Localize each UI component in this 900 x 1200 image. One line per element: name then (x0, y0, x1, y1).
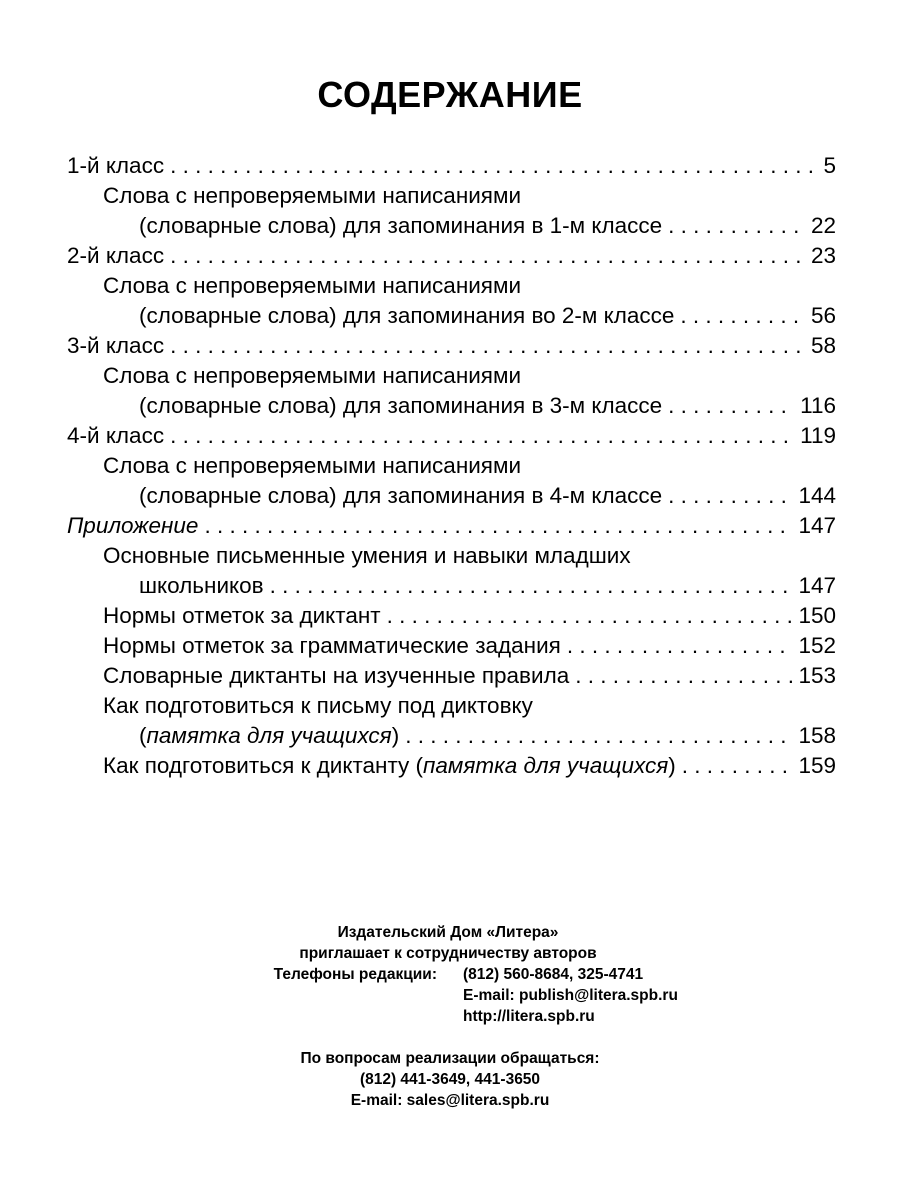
toc-title-part: школьников (139, 573, 264, 598)
toc-entry-title (139, 481, 662, 511)
dot-leader (668, 211, 805, 241)
toc-page-number: 58 (810, 333, 836, 358)
toc-title-part: (словарные слова) для запоминания во 2-м классе (139, 303, 675, 328)
dot-leader (170, 421, 794, 451)
toc-title-part: (словарные слова) для запоминания в 3-м классе (139, 393, 663, 418)
dot-leader (204, 511, 792, 541)
toc-title-part: (словарные слова) для запоминания в 1-м классе (139, 213, 663, 238)
toc-entry (67, 661, 836, 691)
toc-line (67, 721, 836, 751)
dot-leader (405, 721, 792, 751)
toc-page-number: 147 (798, 513, 836, 538)
toc-entry (67, 631, 836, 661)
toc-title-part: Слова с непроверяемыми написаниями (103, 453, 522, 478)
toc-entry (67, 181, 836, 241)
toc-entry-title (103, 601, 381, 631)
toc-title-part: 2-й класс (67, 243, 165, 268)
toc-line (67, 541, 836, 571)
toc-title-part: 4-й класс (67, 423, 165, 448)
toc-entry-title (139, 721, 399, 751)
sales-email: E-mail: sales@litera.spb.ru (350, 1092, 550, 1109)
toc-title-part: Как подготовиться к письму под диктовку (103, 693, 533, 718)
toc-entry (67, 271, 836, 331)
toc-entry (67, 691, 836, 751)
toc-line (67, 661, 836, 691)
toc-entry-title (103, 181, 521, 211)
toc-title-part: ) (668, 753, 676, 778)
toc-line (67, 211, 836, 241)
toc-entry-title (103, 451, 521, 481)
toc-title-part: 1-й класс (67, 153, 165, 178)
dot-leader (680, 301, 805, 331)
toc-entry (67, 361, 836, 421)
toc-entry (67, 601, 836, 631)
toc-entry (67, 751, 836, 781)
phones-label: Телефоны редакции: (273, 966, 437, 983)
dot-leader (567, 631, 793, 661)
toc-page-number: 152 (798, 633, 836, 658)
toc-entry (67, 331, 836, 361)
toc-title-part: Приложение (67, 513, 199, 538)
dot-leader (682, 751, 793, 781)
toc-page-number: 153 (798, 663, 836, 688)
toc-title-part: Словарные диктанты на изученные правила (103, 663, 570, 688)
toc-entry (67, 451, 836, 511)
editorial-email: E-mail: publish@litera.spb.ru (463, 987, 678, 1004)
toc-title-part: ( (139, 723, 147, 748)
toc-page-number: 56 (810, 303, 836, 328)
toc-entry-title (67, 331, 164, 361)
toc-page-number: 150 (798, 603, 836, 628)
dot-leader (387, 601, 793, 631)
publisher-info (0, 922, 900, 1027)
dot-leader (668, 391, 794, 421)
toc-entry (67, 241, 836, 271)
toc-line (67, 571, 836, 601)
dot-leader (170, 331, 805, 361)
dot-leader (668, 481, 792, 511)
toc-entry-title (103, 631, 561, 661)
dot-leader (575, 661, 792, 691)
toc-title-part: Слова с непроверяемыми написаниями (103, 183, 522, 208)
toc-title-part: Слова с непроверяемыми написаниями (103, 363, 522, 388)
toc-entry (67, 421, 836, 451)
toc-line (67, 241, 836, 271)
toc-entry-title (67, 421, 164, 451)
toc-page-number: 147 (798, 573, 836, 598)
dot-leader (270, 571, 793, 601)
table-of-contents (67, 151, 836, 781)
toc-page-number: 119 (800, 423, 836, 448)
dot-leader (170, 151, 816, 181)
toc-page-number: 159 (798, 753, 836, 778)
toc-title-part: 3-й класс (67, 333, 165, 358)
toc-line (67, 751, 836, 781)
toc-title-part: памятка для учащихся (423, 753, 669, 778)
sales-phones: (812) 441-3649, 441-3650 (359, 1071, 541, 1088)
toc-page-number: 144 (798, 483, 836, 508)
toc-title-part: Нормы отметок за грамматические задания (103, 633, 561, 658)
toc-title-part: Основные письменные умения и навыки младших (103, 543, 631, 568)
toc-entry-title (139, 571, 264, 601)
toc-entry-title (67, 511, 198, 541)
toc-entry-title (103, 271, 521, 301)
toc-entry-title (103, 541, 631, 571)
toc-title-part: памятка для учащихся (146, 723, 392, 748)
toc-title-part: ) (391, 723, 400, 748)
editorial-phones: (812) 560-8684, 325-4741 (463, 966, 644, 983)
toc-entry-title (67, 151, 164, 181)
toc-line (67, 271, 836, 301)
toc-page-number: 5 (823, 153, 836, 178)
toc-line (67, 331, 836, 361)
toc-title-part: Слова с непроверяемыми написаниями (103, 273, 522, 298)
toc-entry-title (103, 361, 521, 391)
toc-line (67, 691, 836, 721)
toc-line (67, 301, 836, 331)
toc-title-part: Нормы отметок за диктант (103, 603, 381, 628)
toc-entry-title (103, 691, 533, 721)
toc-line (67, 481, 836, 511)
publisher-website: http://litera.spb.ru (463, 1008, 595, 1025)
page-title: СОДЕРЖАНИЕ (317, 74, 583, 115)
dot-leader (170, 241, 805, 271)
toc-line (67, 181, 836, 211)
toc-entry (67, 541, 836, 601)
toc-entry-title (139, 211, 662, 241)
toc-line (67, 601, 836, 631)
toc-title-part: (словарные слова) для запоминания в 4-м классе (139, 483, 663, 508)
toc-page-number: 116 (800, 393, 836, 418)
toc-line (67, 361, 836, 391)
toc-line (67, 391, 836, 421)
toc-line (67, 511, 836, 541)
toc-title-part: Как подготовиться к диктанту ( (103, 753, 424, 778)
sales-info (0, 1048, 900, 1111)
toc-entry-title (103, 751, 676, 781)
publisher-invitation: приглашает к сотрудничеству авторов (299, 945, 597, 962)
toc-entry (67, 151, 836, 181)
publisher-name: Издательский Дом «Литера» (337, 924, 559, 941)
toc-page-number: 158 (798, 723, 836, 748)
toc-entry-title (103, 661, 569, 691)
toc-entry (67, 511, 836, 541)
toc-page-number: 22 (810, 213, 836, 238)
sales-heading: По вопросам реализации обращаться: (300, 1050, 600, 1067)
toc-line (67, 151, 836, 181)
toc-line (67, 451, 836, 481)
toc-line (67, 631, 836, 661)
toc-line (67, 421, 836, 451)
toc-entry-title (67, 241, 164, 271)
toc-entry-title (139, 301, 674, 331)
toc-entry-title (139, 391, 662, 421)
toc-page-number: 23 (810, 243, 836, 268)
